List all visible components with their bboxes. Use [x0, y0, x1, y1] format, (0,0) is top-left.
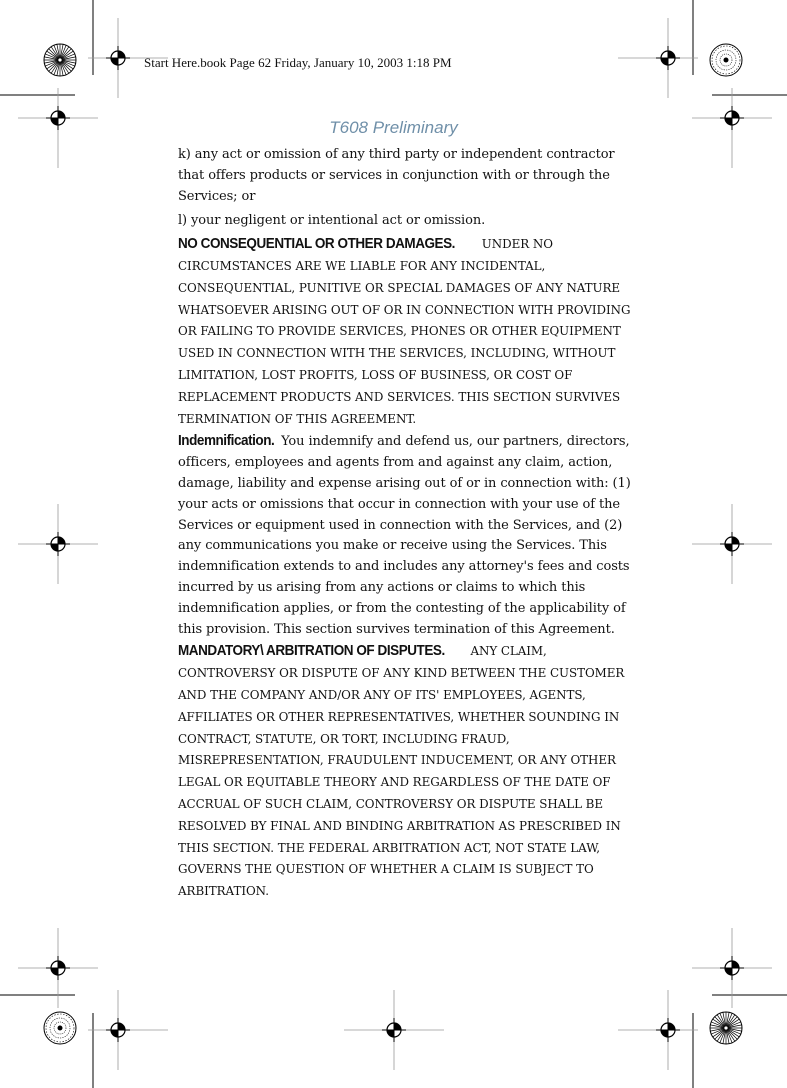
section-indemnification: [178, 431, 640, 640]
print-slug: Start Here.book Page 62 Friday, January 10, 2003 1:18 PM: [144, 55, 452, 70]
section-no-consequential-damages: [178, 234, 640, 430]
section-body: ANY CLAIM, CONTROVERSY OR DISPUTE OF ANY KIND BETWEEN THE CUSTOMER AND THE COMPANY AND/OR ANY OF ITS' EMPLOYEES, AGENTS, AFFILIATES OR OTHER REPRESENTATIVES, WHETHER SOUNDING IN CONTRACT, STATUTE, OR TORT, INCLUDING FRAUD, MISREPRESENTATION, FRAUDULENT INDUCEMENT, OR ANY OTHER LEGAL OR EQUITABLE THEORY AND REGARDLESS OF THE DATE OF ACCRUAL OF SUCH CLAIM, CONTROVERSY OR DISPUTE SHALL BE RESOLVED BY FINAL AND BINDING ARBITRATION AS PRESCRIBED IN THIS SECTION. THE FEDERAL ARBITRATION ACT, NOT STATE LAW, GOVERNS THE QUESTION OF WHETHER A CLAIM IS SUBJECT TO ARBITRATION.: [178, 644, 625, 899]
section-body: You indemnify and defend us, our partners, directors, officers, employees and agents from and against any claim, action, damage, liability and expense arising out of or in connection with: (1) your acts or omissions that occur in connection with your use of the Services or equipment used in connection with the Services, and (2) any communications you make or receive using the Services. This indemnification extends to and includes any attorney's fees and costs incurred by us arising from any actions or claims to which this indemnification applies, or from the contesting of the applicability of this provision. This section survives termination of this Agreement.: [178, 434, 631, 637]
document-body: [178, 145, 640, 904]
section-body: UNDER NO CIRCUMSTANCES ARE WE LIABLE FOR ANY INCIDENTAL, CONSEQUENTIAL, PUNITIVE OR SPECIAL DAMAGES OF ANY NATURE WHATSOEVER ARISING OUT OF OR IN CONNECTION WITH PROVIDING OR FAILING TO PROVIDE SERVICES, PHONES OR OTHER EQUIPMENT USED IN CONNECTION WITH THE SERVICES, INCLUDING, WITHOUT LIMITATION, LOST PROFITS, LOSS OF BUSINESS, OR COST OF REPLACEMENT PRODUCTS AND SERVICES. THIS SECTION SURVIVES TERMINATION OF THIS AGREEMENT.: [178, 237, 631, 426]
section-mandatory-arbitration: [178, 641, 640, 903]
section-heading: Indemnification.: [178, 432, 275, 450]
list-item-l: l) your negligent or intentional act or omission.: [178, 213, 486, 229]
section-heading: MANDATORY\ ARBITRATION OF DISPUTES.: [178, 642, 445, 660]
section-heading: NO CONSEQUENTIAL OR OTHER DAMAGES.: [178, 235, 455, 253]
list-item-k: k) any act or omission of any third party or independent contractor that offers products or services in conjunction with or through the Services; or: [178, 147, 615, 204]
preliminary-watermark: T608 Preliminary: [329, 118, 458, 137]
